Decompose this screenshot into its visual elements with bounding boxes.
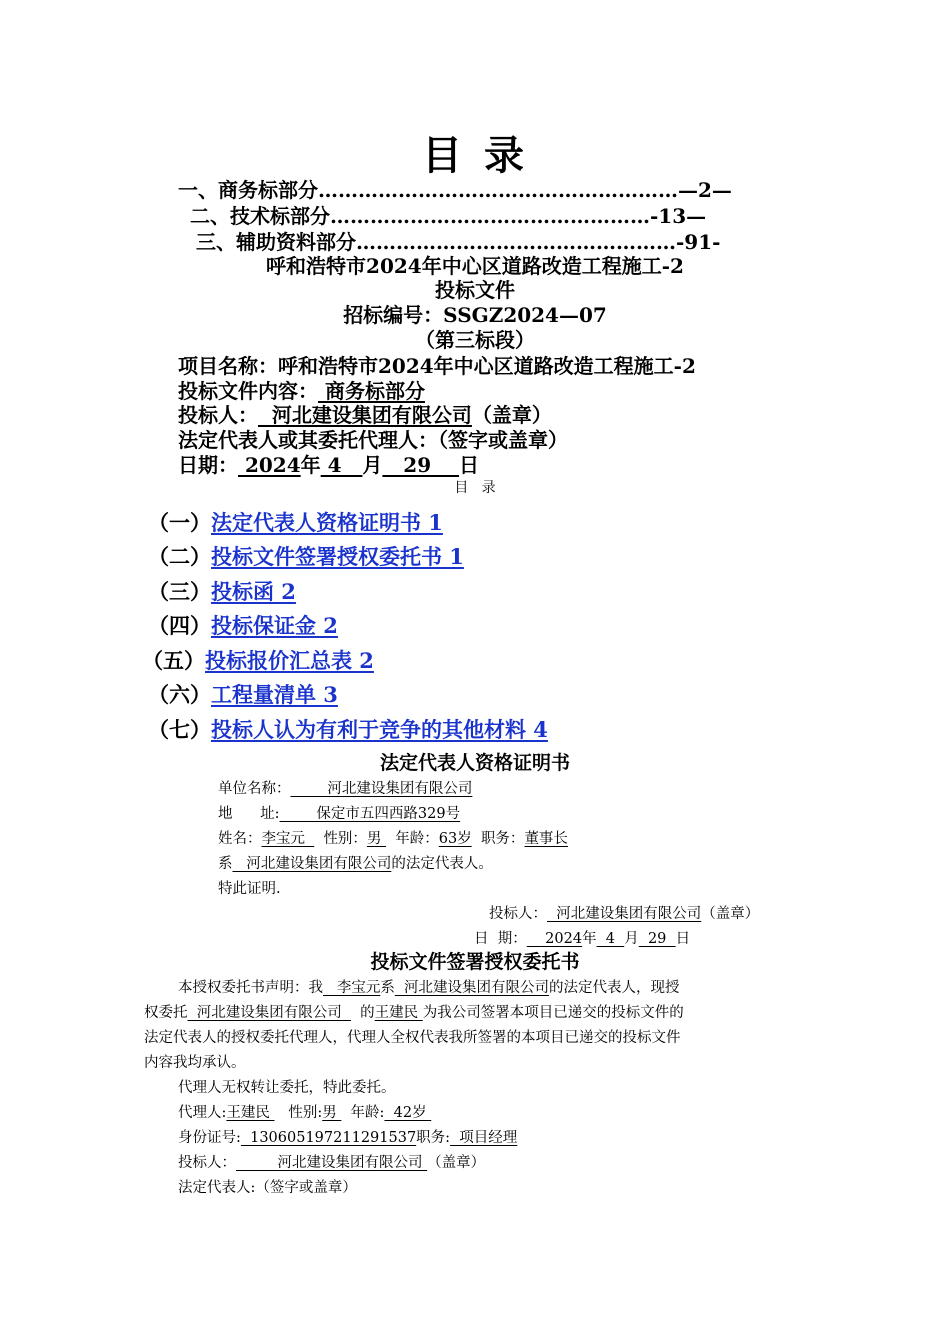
cert-duty-label: 职务：	[480, 831, 525, 847]
auth-p2-c: 为我公司签署本项目已递交的投标文件的	[422, 1005, 684, 1021]
authorization-title: 投标文件签署授权委托书	[370, 951, 580, 973]
auth-p1-name: 李宝元	[323, 980, 381, 996]
auth-p2-company: 河北建设集团有限公司	[187, 1005, 351, 1021]
cert-unit-line	[218, 777, 472, 798]
contents-item	[148, 610, 338, 640]
auth-paragraph-line2	[144, 1001, 684, 1022]
auth-p1-c: 的法定代表人，现授	[549, 980, 680, 996]
cert-date-month: 4	[596, 931, 625, 947]
auth-p2-a: 权委托	[144, 1005, 188, 1021]
contents-num: （七）	[148, 717, 211, 742]
cert-sign-seal: （盖章）	[701, 906, 760, 922]
toc-title: 目 录	[422, 132, 528, 179]
cert-sign-bidder-label: 投标人：	[489, 906, 547, 922]
contents-item	[148, 541, 464, 571]
seal-label: （盖章）	[471, 403, 552, 427]
auth-no-transfer: 代理人无权转让委托，特此委托。	[178, 1080, 396, 1096]
date-line	[178, 449, 479, 478]
contents-link-bid-bond[interactable]: 投标保证金 2	[211, 613, 338, 638]
cert-addr-value: 保定市五四西路329号	[279, 806, 461, 822]
project-title: 呼和浩特市2024年中心区道路改造工程施工-2	[266, 254, 684, 278]
contents-num: （四）	[148, 613, 211, 638]
auth-bidder-value: 河北建设集团有限公司	[236, 1155, 428, 1171]
cert-addr-line	[218, 802, 460, 823]
cert-unit-label: 单位名称：	[218, 781, 291, 797]
cert-gender-value: 男	[366, 831, 387, 847]
auth-seal: （盖章）	[427, 1155, 486, 1171]
contents-link-bill-of-quantities[interactable]: 工程量清单 3	[211, 682, 338, 707]
date-day: 29	[382, 453, 459, 477]
auth-age-value: 42岁	[384, 1105, 432, 1121]
tender-number: 招标编号：SSGZ2024—07	[343, 303, 607, 327]
contents-item	[142, 645, 374, 675]
legal-rep-line: 法定代表人或其委托代理人：（签字或盖章）	[178, 428, 568, 452]
cert-sign-line	[489, 902, 759, 923]
contents-item	[148, 576, 296, 606]
contents-link-bid-letter[interactable]: 投标函 2	[211, 579, 296, 604]
cert-date-line	[474, 927, 690, 948]
cert-sign-bidder-value: 河北建设集团有限公司	[547, 906, 702, 922]
contents-link-price-summary[interactable]: 投标报价汇总表 2	[205, 648, 374, 673]
date-year: 2024	[238, 453, 301, 477]
certificate-title: 法定代表人资格证明书	[379, 752, 570, 774]
cert-date-label: 日 期：	[474, 931, 527, 947]
project-name-value: 呼和浩特市2024年中心区道路改造工程施工-2	[278, 354, 696, 378]
cert-line-prefix: 系	[218, 856, 233, 872]
contents-num: （五）	[142, 648, 205, 673]
auth-duty-value: 项目经理	[450, 1130, 518, 1146]
contents-link-authorization[interactable]: 投标文件签署授权委托书 1	[211, 544, 464, 569]
auth-p1-company: 河北建设集团有限公司	[394, 980, 550, 996]
auth-paragraph-line1	[178, 976, 680, 997]
cert-age-value: 63岁	[438, 831, 472, 847]
toc-item-technical[interactable]: 二、技术标部分…………………………………………-13—	[190, 204, 707, 228]
contents-item	[148, 679, 338, 709]
auth-id-label: 身份证号:	[178, 1130, 241, 1146]
cert-proof: 特此证明.	[218, 881, 281, 897]
cert-addr-label: 地 址:	[218, 806, 280, 822]
cert-date-year: 2024	[526, 931, 583, 947]
contents-num: （三）	[148, 579, 211, 604]
auth-p1-a: 本授权委托书声明：我	[178, 980, 323, 996]
bidder-value: 河北建设集团有限公司	[258, 403, 472, 427]
doc-type: 投标文件	[435, 278, 515, 302]
auth-agent-label: 代理人:	[178, 1105, 227, 1121]
project-name-label: 项目名称：	[178, 354, 278, 378]
contents-title: 目 录	[454, 480, 496, 496]
auth-p2-b: 的	[350, 1005, 375, 1021]
auth-paragraph-line3: 法定代表人的授权委托代理人，代理人全权代表我所签署的本项目已递交的投标文件	[144, 1030, 681, 1046]
contents-item	[148, 507, 443, 537]
auth-bidder-line	[178, 1151, 485, 1172]
cert-date-day: 29	[638, 931, 676, 947]
auth-agent-value: 王建民	[226, 1105, 275, 1121]
date-month: 4	[320, 453, 363, 477]
contents-link-legal-rep-cert[interactable]: 法定代表人资格证明书 1	[211, 510, 443, 535]
cert-gender-label: 性别：	[323, 831, 367, 847]
auth-age-label: 年龄:	[350, 1105, 385, 1121]
cert-name-value: 李宝元	[261, 831, 315, 847]
auth-gender-value: 男	[322, 1105, 342, 1121]
toc-item-business[interactable]: 一、商务标部分………………………………………………—2—	[178, 178, 732, 202]
contents-link-other-materials[interactable]: 投标人认为有利于竞争的其他材料 4	[211, 717, 548, 742]
auth-p2-agent: 王建民	[374, 1005, 423, 1021]
auth-paragraph-line4: 内容我均承认。	[144, 1055, 246, 1071]
cert-line-suffix: 的法定代表人。	[391, 856, 493, 872]
auth-id-line	[178, 1126, 517, 1147]
auth-id-value: 130605197211291537	[240, 1130, 417, 1146]
auth-legal-rep: 法定代表人:（签字或盖章）	[178, 1180, 357, 1196]
cert-name-label: 姓名：	[218, 831, 262, 847]
contents-item	[148, 714, 548, 744]
auth-p1-b: 系	[380, 980, 395, 996]
toc-item-auxiliary[interactable]: 三、辅助资料部分…………………………………………-91-	[196, 230, 721, 254]
auth-bidder-label: 投标人：	[178, 1155, 236, 1171]
date-label: 日期：	[178, 453, 238, 477]
day-char: 日	[459, 453, 479, 477]
year-char: 年	[300, 453, 321, 477]
cert-day-char: 日	[675, 931, 691, 947]
content-label: 投标文件内容：	[178, 379, 318, 403]
content-value: 商务标部分	[318, 379, 425, 403]
cert-month-char: 月	[624, 931, 639, 947]
cert-company-line	[218, 852, 493, 873]
bidder-label: 投标人：	[178, 403, 258, 427]
cert-year-char: 年	[582, 931, 597, 947]
auth-duty-label: 职务:	[416, 1130, 451, 1146]
cert-age-label: 年龄：	[395, 831, 439, 847]
cert-unit-value: 河北建设集团有限公司	[290, 781, 473, 797]
auth-gender-label: 性别:	[288, 1105, 323, 1121]
cert-duty-value: 董事长	[524, 831, 568, 847]
contents-num: （一）	[148, 510, 211, 535]
month-char: 月	[362, 453, 383, 477]
auth-agent-line	[178, 1101, 431, 1122]
contents-num: （二）	[148, 544, 211, 569]
cert-line-company: 河北建设集团有限公司	[232, 856, 392, 872]
section-label: （第三标段）	[415, 328, 535, 352]
cert-person-line	[218, 827, 568, 848]
contents-num: （六）	[148, 682, 211, 707]
